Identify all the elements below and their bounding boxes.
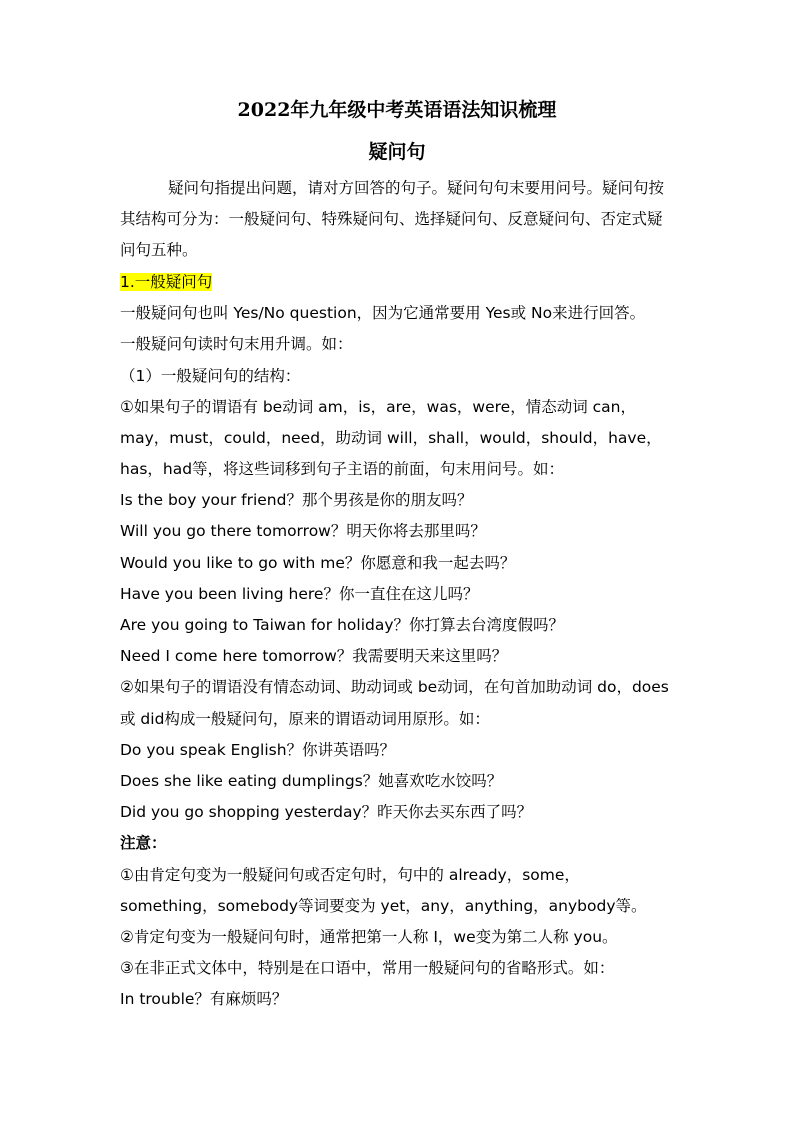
- note-line: ③在非正式文体中，特别是在口语中，常用一般疑问句的省略形式。如：: [120, 959, 615, 977]
- section-title: 疑问句: [368, 141, 426, 163]
- rule-1-line-1: ①如果句子的谓语有 be动词 am，is，are，was，were，情态动词 can，: [120, 398, 636, 416]
- example-line: In trouble？有麻烦吗？: [120, 990, 288, 1008]
- example-line: Is the boy your friend？那个男孩是你的朋友吗？: [120, 491, 473, 509]
- intro-line-1: 疑问句指提出问题，请对方回答的句子。疑问句句末要用问号。疑问句按: [168, 179, 665, 197]
- subheading-yes-no: [120, 271, 212, 293]
- example-line: Need I come here tomorrow？我需要明天来这里吗？: [120, 647, 508, 665]
- note-line: ②肯定句变为一般疑问句时，通常把第一人称 I，we变为第二人称 you。: [120, 928, 618, 946]
- note-line: something，somebody等词要变为 yet，any，anything，anybody等。: [120, 897, 647, 915]
- intro-line-3: 问句五种。: [120, 241, 198, 259]
- example-line: Does she like eating dumplings？她喜欢吃水饺吗？: [120, 772, 503, 790]
- example-line: Are you going to Taiwan for holiday？你打算去台湾度假吗？: [120, 616, 565, 634]
- paragraph-line: 一般疑问句也叫 Yes/No question，因为它通常要用 Yes或 No来进行回答。: [120, 304, 646, 322]
- example-line: Do you speak English？你讲英语吗？: [120, 741, 396, 759]
- rule-2-line-2: 或 did构成一般疑问句，原来的谓语动词用原形。如：: [120, 710, 490, 728]
- document-title: 2022年九年级中考英语语法知识梳理: [237, 99, 557, 121]
- rule-2-line-1: ②如果句子的谓语没有情态动词、助动词或 be动词，在句首加助动词 do，does: [120, 678, 669, 696]
- example-line: Did you go shopping yesterday？昨天你去买东西了吗？: [120, 803, 533, 821]
- example-line: Will you go there tomorrow？明天你将去那里吗？: [120, 522, 486, 540]
- subheading-text: 1.一般疑问句: [120, 273, 213, 291]
- example-line: Would you like to go with me？你愿意和我一起去吗？: [120, 554, 516, 572]
- example-line: Have you been living here？你一直住在这儿吗？: [120, 585, 479, 603]
- note-line: ①由肯定句变为一般疑问句或否定句时，句中的 already，some，: [120, 866, 580, 884]
- structure-heading: （1）一般疑问句的结构：: [120, 367, 301, 385]
- intro-line-2: 其结构可分为：一般疑问句、特殊疑问句、选择疑问句、反意疑问句、否定式疑: [120, 210, 663, 228]
- note-heading: 注意：: [120, 834, 167, 852]
- rule-1-line-3: has，had等，将这些词移到句子主语的前面，句末用问号。如：: [120, 460, 565, 478]
- paragraph-line: 一般疑问句读时句末用升调。如：: [120, 335, 353, 353]
- rule-1-line-2: may，must，could，need，助动词 will，shall，would，should，have，: [120, 429, 662, 447]
